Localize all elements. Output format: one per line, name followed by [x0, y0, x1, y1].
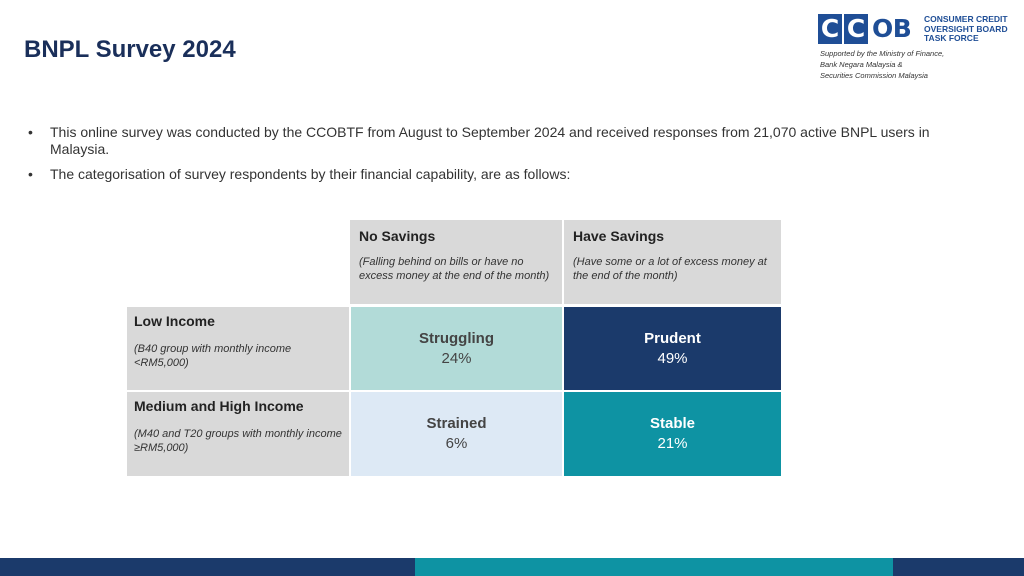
segment-percent: 6%	[445, 435, 468, 452]
bullet-text: This online survey was conducted by the CCOBTF from August to September 2024 and received responses from 21,070 active BNPL users in Malaysia.	[50, 124, 930, 157]
segment-stable	[564, 392, 781, 476]
logo-text: OB	[872, 14, 912, 43]
logo-name-line: OVERSIGHT BOARD	[924, 23, 1008, 34]
column-subtext: (Have some or a lot of excess money at the end of the month)	[573, 256, 767, 282]
row-heading: Medium and High Income	[134, 398, 304, 414]
segment-name: Strained	[426, 415, 487, 432]
slide-title: BNPL Survey 2024	[24, 36, 236, 63]
segment-name: Stable	[649, 415, 695, 432]
logo-support-text	[820, 48, 1020, 81]
bullet-list	[28, 124, 968, 191]
logo-letter: C	[818, 14, 842, 44]
column-subtext: (Falling behind on bills or have no excess money at the end of the month)	[359, 256, 550, 282]
row-heading: Low Income	[134, 313, 215, 329]
segment-prudent	[564, 307, 781, 390]
support-line: Securities Commission Malaysia	[820, 71, 928, 80]
segment-percent: 21%	[657, 435, 688, 452]
column-header-no-savings	[350, 220, 562, 304]
logo-name-line: TASK FORCE	[924, 33, 979, 43]
support-line: Supported by the Ministry of Finance,	[820, 49, 945, 58]
footer-bar-middle	[415, 558, 893, 576]
segment-strained	[351, 392, 562, 476]
ccob-logo	[818, 14, 1018, 84]
logo-mark	[818, 14, 911, 44]
segment-struggling	[351, 307, 562, 390]
footer-bar-left	[0, 558, 415, 576]
logo-org-name	[924, 15, 1024, 44]
segment-name: Prudent	[644, 329, 701, 347]
column-header-have-savings	[564, 220, 781, 304]
row-header-medium-high-income	[127, 392, 349, 476]
logo-name-line: CONSUMER CREDIT	[924, 14, 1008, 24]
footer-bar-right	[893, 558, 1024, 576]
segment-percent: 24%	[441, 349, 472, 367]
segment-name: Struggling	[419, 329, 494, 347]
logo-letter: C	[844, 14, 868, 44]
bullet-text: The categorisation of survey respondents by their financial capability, are as follows:	[50, 166, 571, 182]
column-heading: Have Savings	[573, 228, 665, 244]
column-heading: No Savings	[359, 228, 436, 244]
bullet-item	[28, 124, 968, 158]
row-subtext: (M40 and T20 groups with monthly income ≥RM5,000)	[134, 428, 342, 454]
segment-percent: 49%	[657, 349, 688, 367]
bullet-dot: •	[28, 124, 33, 140]
bullet-item	[28, 166, 968, 183]
bullet-dot: •	[28, 166, 33, 182]
row-header-low-income	[127, 307, 349, 390]
row-subtext: (B40 group with monthly income <RM5,000)	[134, 343, 292, 369]
support-line: Bank Negara Malaysia &	[820, 60, 903, 69]
